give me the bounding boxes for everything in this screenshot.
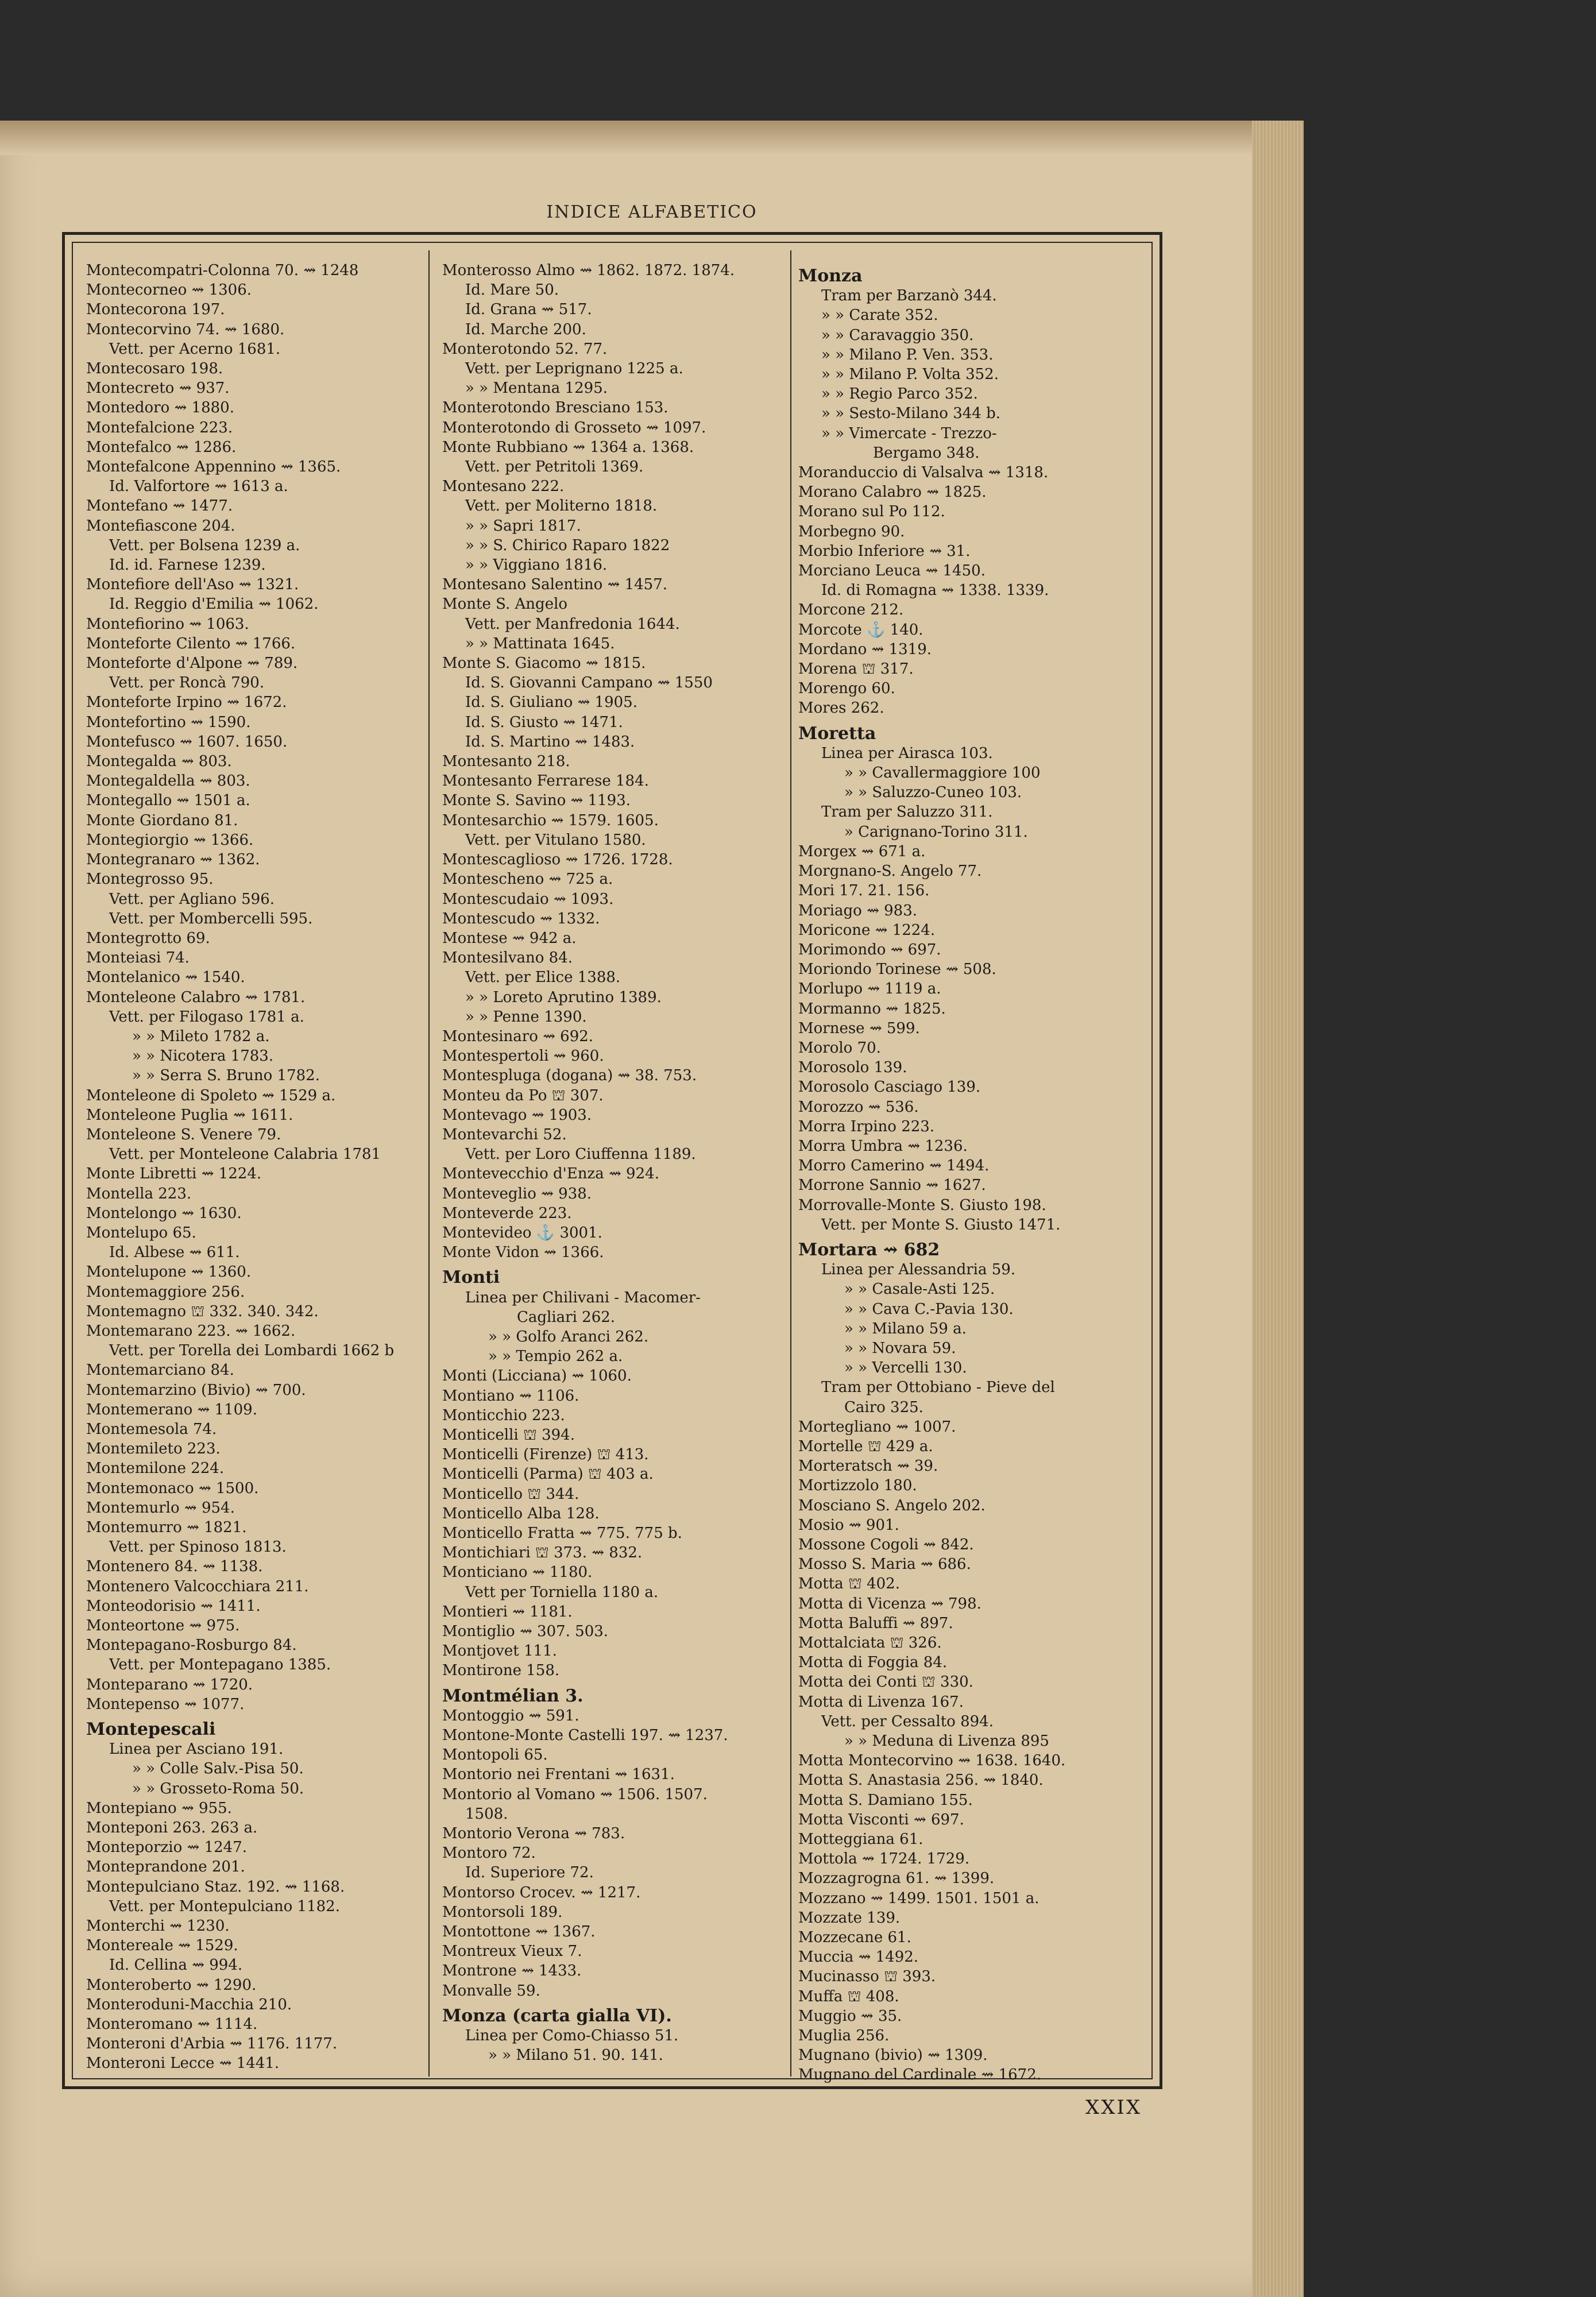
- index-entry: Motta S. Anastasia 256. ⇝ 1840.: [798, 1772, 1044, 1789]
- index-entry: Monteortone ⇝ 975.: [86, 1617, 240, 1635]
- index-entry: Montepagano-Rosburgo 84.: [86, 1637, 297, 1654]
- index-entry: » » Regio Parco 352.: [821, 385, 978, 403]
- index-entry: Montescheno ⇝ 725 a.: [442, 871, 613, 888]
- index-entry: Montegalda ⇝ 803.: [86, 753, 232, 771]
- index-entry: Montemileto 223.: [86, 1440, 221, 1458]
- index-entry: Vett. per Cessalto 894.: [821, 1712, 994, 1730]
- index-entry: Monterotondo di Grosseto ⇝ 1097.: [442, 419, 706, 436]
- index-entry: Vett. per Petritoli 1369.: [465, 458, 644, 476]
- index-entry: Mortizzolo 180.: [798, 1477, 917, 1495]
- index-entry: Monterotondo 52. 77.: [442, 340, 608, 358]
- index-entry: » » Milano 59 a.: [844, 1320, 967, 1337]
- index-entry: Montone-Monte Castelli 197. ⇝ 1237.: [442, 1727, 728, 1745]
- index-entry: Motta di Vicenza ⇝ 798.: [798, 1595, 981, 1612]
- index-entry: Montecompatri-Colonna 70. ⇝ 1248: [86, 262, 359, 279]
- index-entry: Linea per Como-Chiasso 51.: [465, 2027, 679, 2045]
- index-entry: » » Tempio 262 a.: [488, 1348, 623, 1366]
- index-entry: Montemesola 74.: [86, 1420, 217, 1438]
- index-entry: Moriago ⇝ 983.: [798, 902, 918, 919]
- index-entry: Montevecchio d'Enza ⇝ 924.: [442, 1165, 659, 1183]
- index-entry: Moranduccio di Valsalva ⇝ 1318.: [798, 464, 1049, 482]
- index-entry: Montecorona 197.: [86, 301, 225, 319]
- index-entry: Montopoli 65.: [442, 1746, 548, 1764]
- index-entry: Monte S. Angelo: [442, 595, 568, 613]
- index-entry: Monteponi 263. 263 a.: [86, 1819, 258, 1837]
- index-entry: » » Serra S. Bruno 1782.: [132, 1067, 320, 1085]
- index-entry: Motta Montecorvino ⇝ 1638. 1640.: [798, 1752, 1066, 1770]
- index-entry: Monticello Alba 128.: [442, 1505, 600, 1522]
- index-entry: Morengo 60.: [798, 680, 895, 698]
- index-entry: » » Novara 59.: [844, 1339, 956, 1357]
- index-entry: Cairo 325.: [844, 1398, 923, 1416]
- index-entry: Monte Rubbiano ⇝ 1364 a. 1368.: [442, 438, 694, 456]
- index-entry: Vett. per Spinoso 1813.: [109, 1538, 287, 1556]
- index-entry: Muccia ⇝ 1492.: [798, 1948, 919, 1966]
- index-entry: Morgex ⇝ 671 a.: [798, 842, 926, 860]
- index-entry: Morolo 70.: [798, 1039, 881, 1057]
- index-entry: Monticelli ⛫ 394.: [442, 1426, 575, 1444]
- index-entry: Id. S. Giuliano ⇝ 1905.: [465, 694, 637, 711]
- index-entry: Vett. per Monte S. Giusto 1471.: [821, 1216, 1061, 1233]
- index-entry: Morcone 212.: [798, 601, 904, 619]
- index-entry: Motta di Foggia 84.: [798, 1654, 948, 1672]
- index-entry: Mores 262.: [798, 699, 884, 717]
- index-entry: Montegranaro ⇝ 1362.: [86, 851, 260, 869]
- index-entry: Morano Calabro ⇝ 1825.: [798, 484, 987, 501]
- index-entry: Monteleone Calabro ⇝ 1781.: [86, 988, 306, 1006]
- index-entry: Montevago ⇝ 1903.: [442, 1106, 592, 1124]
- index-entry: Mucinasso ⛫ 393.: [798, 1968, 936, 1986]
- index-entry: Monvalle 59.: [442, 1982, 540, 2000]
- index-entry: Id. Mare 50.: [465, 281, 559, 299]
- index-entry: Montoro 72.: [442, 1844, 536, 1862]
- index-entry: Monteprandone 201.: [86, 1858, 245, 1876]
- index-entry: Morosolo 139.: [798, 1059, 907, 1077]
- index-entry: » » Saluzzo-Cuneo 103.: [844, 784, 1022, 802]
- index-entry: Monticello ⛫ 344.: [442, 1485, 579, 1503]
- index-entry: Montorio Verona ⇝ 783.: [442, 1825, 625, 1843]
- index-entry: » » Milano P. Ven. 353.: [821, 346, 994, 364]
- index-entry: Montenero Valcocchiara 211.: [86, 1577, 309, 1595]
- index-entry: Monte Libretti ⇝ 1224.: [86, 1165, 262, 1183]
- index-entry: Id. Grana ⇝ 517.: [465, 301, 592, 319]
- page-number: XXIX: [1085, 2096, 1142, 2119]
- index-entry: Morosolo Casciago 139.: [798, 1078, 981, 1096]
- index-entry: Monteleone di Spoleto ⇝ 1529 a.: [86, 1086, 336, 1104]
- index-entry: Montefalco ⇝ 1286.: [86, 438, 237, 456]
- index-entry: Montefiascone 204.: [86, 517, 235, 535]
- index-entry: Moriondo Torinese ⇝ 508.: [798, 961, 996, 979]
- index-entry: Montemerano ⇝ 1109.: [86, 1401, 257, 1418]
- index-entry: Monterotondo Bresciano 153.: [442, 399, 668, 417]
- index-section-heading: Montepescali: [86, 1719, 216, 1740]
- index-entry: Vett. per Elice 1388.: [465, 969, 621, 987]
- index-entry: Monteforte d'Alpone ⇝ 789.: [86, 655, 298, 672]
- index-entry: » » Grosseto-Roma 50.: [132, 1780, 304, 1797]
- index-entry: Mormanno ⇝ 1825.: [798, 1000, 946, 1018]
- index-entry: Montesano Salentino ⇝ 1457.: [442, 576, 668, 594]
- index-entry: Montenero 84. ⇝ 1138.: [86, 1558, 263, 1576]
- index-entry: Id. Reggio d'Emilia ⇝ 1062.: [109, 595, 319, 613]
- index-entry: Morra Umbra ⇝ 1236.: [798, 1137, 968, 1155]
- index-entry: Montepulciano Staz. 192. ⇝ 1168.: [86, 1878, 345, 1896]
- index-entry: Montespertoli ⇝ 960.: [442, 1047, 604, 1065]
- index-column-1: [86, 261, 425, 2074]
- index-entry: Muglia 256.: [798, 2027, 890, 2045]
- index-entry: » » Meduna di Livenza 895: [844, 1733, 1049, 1750]
- index-entry: Id. Albese ⇝ 611.: [109, 1244, 240, 1262]
- index-entry: 1508.: [465, 1805, 508, 1823]
- index-entry: » » Milano P. Volta 352.: [821, 366, 999, 384]
- column-rule: [790, 250, 791, 2076]
- index-entry: » » Vimercate - Trezzo-: [821, 424, 997, 442]
- index-entry: Morrovalle-Monte S. Giusto 198.: [798, 1196, 1046, 1214]
- index-entry: » » Penne 1390.: [465, 1008, 587, 1026]
- index-entry: Montorsoli 189.: [442, 1903, 563, 1921]
- index-entry: Morano sul Po 112.: [798, 503, 945, 521]
- index-entry: Vett. per Montepulciano 1182.: [109, 1897, 340, 1915]
- index-entry: Mossone Cogoli ⇝ 842.: [798, 1536, 974, 1553]
- index-entry: Montesanto 218.: [442, 753, 570, 771]
- index-entry: Monteforte Irpino ⇝ 1672.: [86, 694, 287, 711]
- index-entry: Monteforte Cilento ⇝ 1766.: [86, 635, 296, 652]
- index-entry: Morro Camerino ⇝ 1494.: [798, 1157, 990, 1175]
- index-entry: Linea per Chilivani - Macomer-: [465, 1289, 701, 1306]
- index-entry: Monteroni d'Arbia ⇝ 1176. 1177.: [86, 2035, 338, 2053]
- index-entry: Morimondo ⇝ 697.: [798, 941, 941, 958]
- index-entry: Monteromano ⇝ 1114.: [86, 2016, 258, 2033]
- index-entry: Id. Marche 200.: [465, 320, 586, 338]
- index-entry: Monteroduni-Macchia 210.: [86, 1996, 292, 2013]
- index-entry: Montelanico ⇝ 1540.: [86, 969, 245, 987]
- index-entry: Monteparano ⇝ 1720.: [86, 1676, 253, 1693]
- running-head: INDICE ALFABETICO: [546, 202, 758, 222]
- index-entry: Mosciano S. Angelo 202.: [798, 1496, 986, 1514]
- index-entry: Montemurro ⇝ 1821.: [86, 1519, 247, 1536]
- index-entry: Vett. per Montepagano 1385.: [109, 1656, 331, 1674]
- index-entry: Tram per Barzanò 344.: [821, 287, 997, 305]
- index-entry: Montreux Vieux 7.: [442, 1943, 582, 1960]
- index-entry: Morena ⛫ 317.: [798, 660, 914, 678]
- index-entry: Montegrosso 95.: [86, 871, 214, 888]
- index-entry: Vett. per Manfredonia 1644.: [465, 615, 680, 633]
- index-entry: Id. S. Giovanni Campano ⇝ 1550: [465, 674, 713, 692]
- index-section-heading: Mortara ⇝ 682: [798, 1239, 940, 1260]
- index-entry: Mottola ⇝ 1724. 1729.: [798, 1850, 970, 1868]
- index-entry: Monte S. Savino ⇝ 1193.: [442, 792, 631, 810]
- index-entry: Cagliari 262.: [517, 1308, 616, 1326]
- column-rule: [428, 250, 430, 2076]
- index-entry: Monticelli (Firenze) ⛫ 413.: [442, 1446, 649, 1464]
- index-entry: Montiano ⇝ 1106.: [442, 1387, 579, 1405]
- index-entry: Morgnano-S. Angelo 77.: [798, 863, 982, 880]
- index-entry: Monteleone S. Venere 79.: [86, 1126, 281, 1143]
- index-entry: Monteodorisio ⇝ 1411.: [86, 1597, 261, 1615]
- index-entry: Montefiorino ⇝ 1063.: [86, 615, 249, 633]
- index-section-heading: Montmélian 3.: [442, 1685, 583, 1706]
- index-entry: Montorio nei Frentani ⇝ 1631.: [442, 1766, 675, 1784]
- index-entry: Montichiari ⛫ 373. ⇝ 832.: [442, 1544, 643, 1562]
- index-entry: Montirone 158.: [442, 1662, 560, 1680]
- index-entry: Monteporzio ⇝ 1247.: [86, 1839, 247, 1857]
- index-entry: Montefusco ⇝ 1607. 1650.: [86, 733, 288, 751]
- index-entry: Linea per Asciano 191.: [109, 1741, 284, 1758]
- index-entry: Montorio al Vomano ⇝ 1506. 1507.: [442, 1785, 708, 1803]
- index-entry: Montrone ⇝ 1433.: [442, 1962, 582, 1980]
- index-entry: Montesinaro ⇝ 692.: [442, 1027, 594, 1045]
- index-entry: Montefalcione 223.: [86, 419, 233, 436]
- index-entry: Motta Visconti ⇝ 697.: [798, 1811, 964, 1828]
- index-section-heading: Monti: [442, 1267, 500, 1288]
- index-entry: Vett. per Filogaso 1781 a.: [109, 1008, 304, 1026]
- index-entry: Monteroberto ⇝ 1290.: [86, 1976, 257, 1994]
- index-entry: Muggio ⇝ 35.: [798, 2007, 902, 2025]
- index-entry: Mortegliano ⇝ 1007.: [798, 1418, 956, 1436]
- index-entry: Montesarchio ⇝ 1579. 1605.: [442, 811, 659, 829]
- index-entry: » » Nicotera 1783.: [132, 1047, 274, 1065]
- index-entry: Mottalciata ⛫ 326.: [798, 1634, 942, 1652]
- index-entry: Morcote ⚓ 140.: [798, 621, 923, 639]
- index-entry: » » Loreto Aprutino 1389.: [465, 988, 662, 1006]
- index-entry: Motta dei Conti ⛫ 330.: [798, 1673, 973, 1691]
- index-entry: » » S. Chirico Raparo 1822: [465, 536, 670, 554]
- index-entry: Montevideo ⚓ 3001.: [442, 1224, 602, 1242]
- index-entry: » » Cavallermaggiore 100: [844, 764, 1041, 782]
- index-entry: Tram per Saluzzo 311.: [821, 803, 993, 821]
- index-entry: Mozzecane 61.: [798, 1929, 911, 1947]
- index-entry: Montegrotto 69.: [86, 929, 210, 947]
- index-entry: » » Mileto 1782 a.: [132, 1027, 270, 1045]
- index-entry: Montemarzino (Bivio) ⇝ 700.: [86, 1381, 306, 1399]
- index-entry: Vett. per Monteleone Calabria 1781: [109, 1146, 381, 1163]
- index-entry: Montemurlo ⇝ 954.: [86, 1499, 235, 1517]
- index-entry: Id. Cellina ⇝ 994.: [109, 1956, 243, 1974]
- index-entry: Montegiorgio ⇝ 1366.: [86, 831, 254, 849]
- index-entry: Montjovet 111.: [442, 1642, 557, 1660]
- index-entry: Vett. per Loro Ciuffenna 1189.: [465, 1146, 696, 1163]
- index-entry: Mugnano del Cardinale ⇝ 1672.: [798, 2066, 1042, 2084]
- index-entry: » » Vercelli 130.: [844, 1359, 967, 1377]
- index-entry: Tram per Ottobiano - Pieve del: [821, 1379, 1055, 1397]
- index-entry: Montesilvano 84.: [442, 949, 573, 967]
- index-entry: Vett. per Vitulano 1580.: [465, 831, 646, 849]
- index-entry: Id. di Romagna ⇝ 1338. 1339.: [821, 582, 1049, 600]
- index-entry: Morbegno 90.: [798, 523, 905, 540]
- index-entry: Vett. per Moliterno 1818.: [465, 497, 658, 515]
- index-column-3: [798, 261, 1149, 2085]
- index-entry: Motta di Livenza 167.: [798, 1693, 964, 1711]
- index-entry: Motteggiana 61.: [798, 1831, 923, 1849]
- index-entry: Mozzagrogna 61. ⇝ 1399.: [798, 1870, 995, 1888]
- index-entry: Montemaggiore 256.: [86, 1283, 245, 1301]
- index-entry: Monteleone Puglia ⇝ 1611.: [86, 1106, 293, 1124]
- index-entry: Id. Valfortore ⇝ 1613 a.: [109, 478, 288, 496]
- index-entry: Montemilone 224.: [86, 1460, 225, 1478]
- index-entry: Montedoro ⇝ 1880.: [86, 399, 234, 417]
- index-entry: Linea per Alessandria 59.: [821, 1261, 1016, 1279]
- index-entry: Montelupone ⇝ 1360.: [86, 1263, 252, 1281]
- index-entry: Montottone ⇝ 1367.: [442, 1923, 596, 1941]
- index-entry: Mortelle ⛫ 429 a.: [798, 1437, 933, 1455]
- index-entry: Monteu da Po ⛫ 307.: [442, 1086, 604, 1104]
- index-entry: Morciano Leuca ⇝ 1450.: [798, 562, 986, 580]
- index-entry: Montemarano 223. ⇝ 1662.: [86, 1322, 296, 1340]
- index-entry: Moricone ⇝ 1224.: [798, 921, 936, 939]
- index-entry: Montescaglioso ⇝ 1726. 1728.: [442, 851, 673, 869]
- index-entry: » » Viggiano 1816.: [465, 556, 608, 574]
- index-entry: Monteiasi 74.: [86, 949, 190, 967]
- index-entry: Monterosso Almo ⇝ 1862. 1872. 1874.: [442, 262, 735, 279]
- index-entry: Vett. per Agliano 596.: [109, 890, 275, 908]
- index-section-heading: Monza (carta gialla VI).: [442, 2005, 672, 2026]
- index-entry: Montoggio ⇝ 591.: [442, 1707, 579, 1724]
- index-entry: Vett. per Torella dei Lombardi 1662 b: [109, 1342, 395, 1360]
- index-entry: Monteverde 223.: [442, 1204, 572, 1222]
- index-entry: Montescudo ⇝ 1332.: [442, 910, 600, 927]
- index-entry: Motta S. Damiano 155.: [798, 1791, 973, 1809]
- index-entry: Mori 17. 21. 156.: [798, 882, 930, 900]
- index-column-2: [442, 261, 781, 2065]
- index-entry: Mosio ⇝ 901.: [798, 1516, 899, 1534]
- index-entry: Vett. per Bolsena 1239 a.: [109, 536, 300, 554]
- index-entry: Monterchi ⇝ 1230.: [86, 1917, 230, 1935]
- index-entry: Morrone Sannio ⇝ 1627.: [798, 1177, 986, 1194]
- index-entry: Mornese ⇝ 599.: [798, 1019, 920, 1037]
- index-section-heading: Monza: [798, 266, 863, 286]
- index-entry: Mozzano ⇝ 1499. 1501. 1501 a.: [798, 1889, 1039, 1907]
- index-entry: Montefortino ⇝ 1590.: [86, 713, 251, 731]
- page-top-shadow: [0, 121, 1304, 155]
- index-entry: Monticelli (Parma) ⛫ 403 a.: [442, 1465, 654, 1483]
- index-entry: » » Cava C.-Pavia 130.: [844, 1300, 1014, 1318]
- index-entry: Montepenso ⇝ 1077.: [86, 1695, 245, 1713]
- index-entry: Monte Vidon ⇝ 1366.: [442, 1244, 604, 1262]
- index-entry: Mosso S. Maria ⇝ 686.: [798, 1556, 971, 1573]
- index-entry: Montecosaro 198.: [86, 360, 223, 378]
- index-entry: Montefiore dell'Aso ⇝ 1321.: [86, 576, 299, 594]
- index-entry: Monteveglio ⇝ 938.: [442, 1185, 592, 1202]
- index-entry: Vett. per Acerno 1681.: [109, 340, 281, 358]
- index-entry: Id. id. Farnese 1239.: [109, 556, 266, 574]
- index-entry: Montespluga (dogana) ⇝ 38. 753.: [442, 1067, 697, 1085]
- index-entry: Montecorneo ⇝ 1306.: [86, 281, 252, 299]
- index-entry: » » Colle Salv.-Pisa 50.: [132, 1760, 304, 1778]
- index-entry: Mozzate 139.: [798, 1909, 901, 1927]
- index-entry: Id. S. Giusto ⇝ 1471.: [465, 713, 623, 731]
- index-section-heading: Moretta: [798, 723, 876, 744]
- index-entry: Montelupo 65.: [86, 1224, 196, 1242]
- index-entry: Vett. per Roncà 790.: [109, 674, 265, 692]
- index-entry: Monte S. Giacomo ⇝ 1815.: [442, 655, 646, 672]
- index-entry: » » Casale-Asti 125.: [844, 1281, 995, 1298]
- index-entry: Monticchio 223.: [442, 1406, 565, 1424]
- index-entry: Montefalcone Appennino ⇝ 1365.: [86, 458, 341, 476]
- index-entry: » » Carate 352.: [821, 307, 938, 324]
- index-entry: Vett per Torniella 1180 a.: [465, 1583, 659, 1601]
- index-entry: Monticiano ⇝ 1180.: [442, 1564, 593, 1581]
- index-entry: Montereale ⇝ 1529.: [86, 1937, 238, 1955]
- index-entry: Vett. per Mombercelli 595.: [109, 910, 313, 927]
- index-entry: Montefano ⇝ 1477.: [86, 497, 233, 515]
- index-entry: Montecreto ⇝ 937.: [86, 380, 230, 397]
- index-entry: Morra Irpino 223.: [798, 1117, 935, 1135]
- index-entry: Montemagno ⛫ 332. 340. 342.: [86, 1302, 319, 1320]
- index-entry: Montegaldella ⇝ 803.: [86, 772, 250, 790]
- index-entry: » » Caravaggio 350.: [821, 326, 974, 344]
- index-entry: Morlupo ⇝ 1119 a.: [798, 980, 941, 998]
- index-entry: Id. Superiore 72.: [465, 1864, 594, 1882]
- index-entry: » » Sesto-Milano 344 b.: [821, 405, 1000, 423]
- index-entry: » » Sapri 1817.: [465, 517, 581, 535]
- index-entry: Morteratsch ⇝ 39.: [798, 1457, 938, 1475]
- page-edge: [1252, 121, 1304, 2297]
- index-entry: Montorso Crocev. ⇝ 1217.: [442, 1884, 641, 1901]
- index-entry: » » Mentana 1295.: [465, 380, 608, 397]
- index-entry: Montecorvino 74. ⇝ 1680.: [86, 320, 285, 338]
- index-entry: » » Milano 51. 90. 141.: [488, 2047, 663, 2064]
- index-entry: Vett. per Leprignano 1225 a.: [465, 360, 683, 378]
- index-entry: Muffa ⛫ 408.: [798, 1987, 899, 2005]
- index-entry: Id. S. Martino ⇝ 1483.: [465, 733, 635, 751]
- index-entry: » » Mattinata 1645.: [465, 635, 615, 652]
- index-entry: Mordano ⇝ 1319.: [798, 640, 932, 658]
- index-entry: Linea per Airasca 103.: [821, 744, 993, 762]
- index-entry: Montegallo ⇝ 1501 a.: [86, 792, 250, 810]
- index-entry: Montesano 222.: [442, 478, 565, 496]
- index-entry: Montemarciano 84.: [86, 1362, 234, 1379]
- index-entry: Bergamo 348.: [873, 444, 980, 462]
- index-entry: Montescudaio ⇝ 1093.: [442, 890, 614, 908]
- index-entry: Montella 223.: [86, 1185, 192, 1202]
- index-entry: Monte Giordano 81.: [86, 811, 238, 829]
- index-entry: Montevarchi 52.: [442, 1126, 567, 1143]
- index-entry: Motta ⛫ 402.: [798, 1575, 900, 1593]
- index-entry: Motta Baluffi ⇝ 897.: [798, 1614, 953, 1632]
- index-entry: Montesanto Ferrarese 184.: [442, 772, 649, 790]
- index-entry: Mugnano (bivio) ⇝ 1309.: [798, 2047, 988, 2064]
- index-entry: Monticello Fratta ⇝ 775. 775 b.: [442, 1525, 682, 1542]
- index-entry: Monti (Licciana) ⇝ 1060.: [442, 1367, 632, 1385]
- index-entry: Montieri ⇝ 1181.: [442, 1603, 573, 1621]
- index-entry: Montese ⇝ 942 a.: [442, 929, 577, 947]
- index-entry: Montemonaco ⇝ 1500.: [86, 1479, 259, 1497]
- index-entry: Monteroni Lecce ⇝ 1441.: [86, 2055, 280, 2072]
- index-entry: Montepiano ⇝ 955.: [86, 1799, 232, 1817]
- index-entry: » Carignano-Torino 311.: [844, 823, 1028, 841]
- index-entry: Morozzo ⇝ 536.: [798, 1098, 919, 1116]
- index-entry: Montelongo ⇝ 1630.: [86, 1204, 242, 1222]
- index-entry: Montiglio ⇝ 307. 503.: [442, 1623, 609, 1641]
- index-entry: Morbio Inferiore ⇝ 31.: [798, 542, 971, 560]
- index-entry: » » Golfo Aranci 262.: [488, 1328, 649, 1345]
